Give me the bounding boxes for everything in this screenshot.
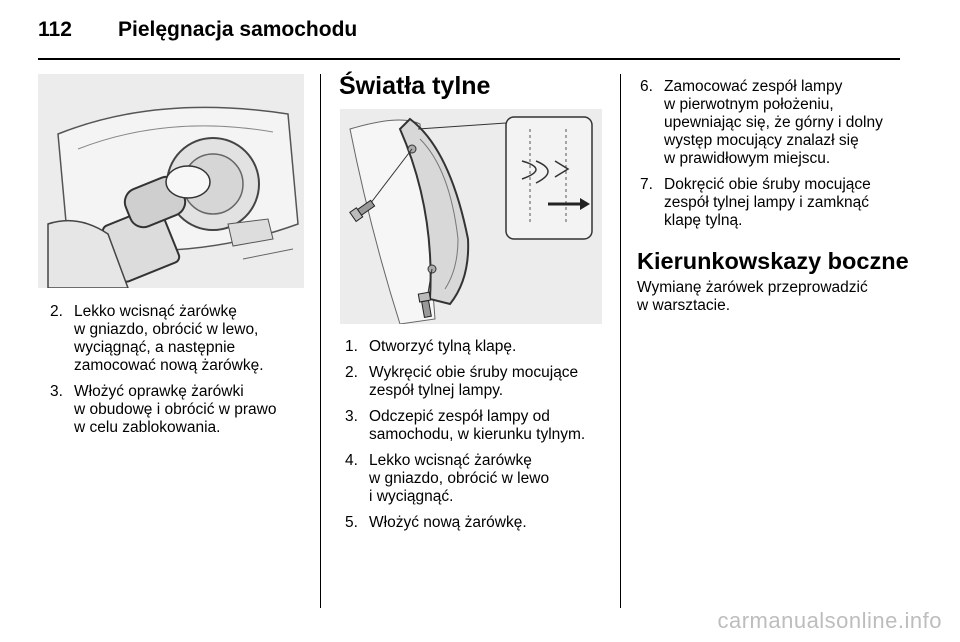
- step-text-line: Otworzyć tylną klapę.: [369, 338, 517, 355]
- step-text-line: występ mocujący znalazł się: [664, 132, 859, 149]
- section-title-rear-lights: Światła tylne: [339, 72, 491, 100]
- list-item: [345, 514, 610, 532]
- column-divider-left: [320, 74, 321, 608]
- side-indicators-paragraph: [637, 279, 899, 315]
- step-text-line: zamocować nową żarówkę.: [74, 357, 264, 374]
- step-text-line: w prawidłowym miejscu.: [664, 150, 831, 167]
- left-steps-list: [50, 303, 310, 445]
- step-text-line: Wykręcić obie śruby mocujące: [369, 364, 579, 381]
- step-text-line: w gniazdo, obrócić w lewo,: [74, 321, 259, 338]
- step-number: 2.: [345, 364, 358, 381]
- step-text-line: Lekko wcisnąć żarówkę: [74, 303, 237, 320]
- section-title-side-indicators: Kierunkowskazy boczne: [637, 248, 909, 274]
- step-number: 4.: [345, 452, 358, 469]
- step-number: 5.: [345, 514, 358, 531]
- step-text-line: upewniając się, że górny i dolny: [664, 114, 883, 131]
- list-item: [345, 364, 610, 400]
- step-text-line: w obudowę i obrócić w prawo: [74, 401, 277, 418]
- step-text-line: klapę tylną.: [664, 212, 743, 229]
- step-text-line: zespół tylnej lampy.: [369, 382, 504, 399]
- step-text-line: Lekko wcisnąć żarówkę: [369, 452, 532, 469]
- page-number: 112: [38, 18, 72, 41]
- list-item: [50, 383, 310, 437]
- step-text-line: Zamocować zespół lampy: [664, 78, 843, 95]
- header-divider: [38, 58, 900, 60]
- paragraph-line: w warsztacie.: [637, 297, 731, 314]
- list-item: [50, 303, 310, 375]
- step-text-line: samochodu, w kierunku tylnym.: [369, 426, 586, 443]
- step-number: 3.: [50, 383, 63, 400]
- step-number: 2.: [50, 303, 63, 320]
- list-item: [345, 408, 610, 444]
- right-steps-list: [640, 78, 900, 238]
- step-number: 7.: [640, 176, 653, 193]
- step-text-line: w pierwotnym położeniu,: [664, 96, 834, 113]
- list-item: [345, 338, 610, 356]
- step-text-line: zespół tylnej lampy i zamknąć: [664, 194, 870, 211]
- step-number: 3.: [345, 408, 358, 425]
- step-text-line: Odczepić zespół lampy od: [369, 408, 550, 425]
- watermark: carmanualsonline.info: [717, 608, 942, 633]
- page-title: Pielęgnacja samochodu: [118, 18, 358, 41]
- step-number: 1.: [345, 338, 358, 355]
- paragraph-line: Wymianę żarówek przeprowadzić: [637, 279, 868, 296]
- step-text-line: w celu zablokowania.: [74, 419, 221, 436]
- list-item: [345, 452, 610, 506]
- column-divider-right: [620, 74, 621, 608]
- step-text-line: wyciągnąć, a następnie: [74, 339, 236, 356]
- list-item: [640, 176, 900, 230]
- step-text-line: i wyciągnąć.: [369, 488, 454, 505]
- step-text-line: w gniazdo, obrócić w lewo: [369, 470, 550, 487]
- step-text-line: Włożyć nową żarówkę.: [369, 514, 527, 531]
- step-text-line: Włożyć oprawkę żarówki: [74, 383, 244, 400]
- step-number: 6.: [640, 78, 653, 95]
- list-item: [640, 78, 900, 168]
- step-text-line: Dokręcić obie śruby mocujące: [664, 176, 871, 193]
- bulb-holder-illustration: [38, 74, 304, 288]
- middle-steps-list: [345, 338, 610, 540]
- tail-lamp-illustration: [340, 109, 602, 324]
